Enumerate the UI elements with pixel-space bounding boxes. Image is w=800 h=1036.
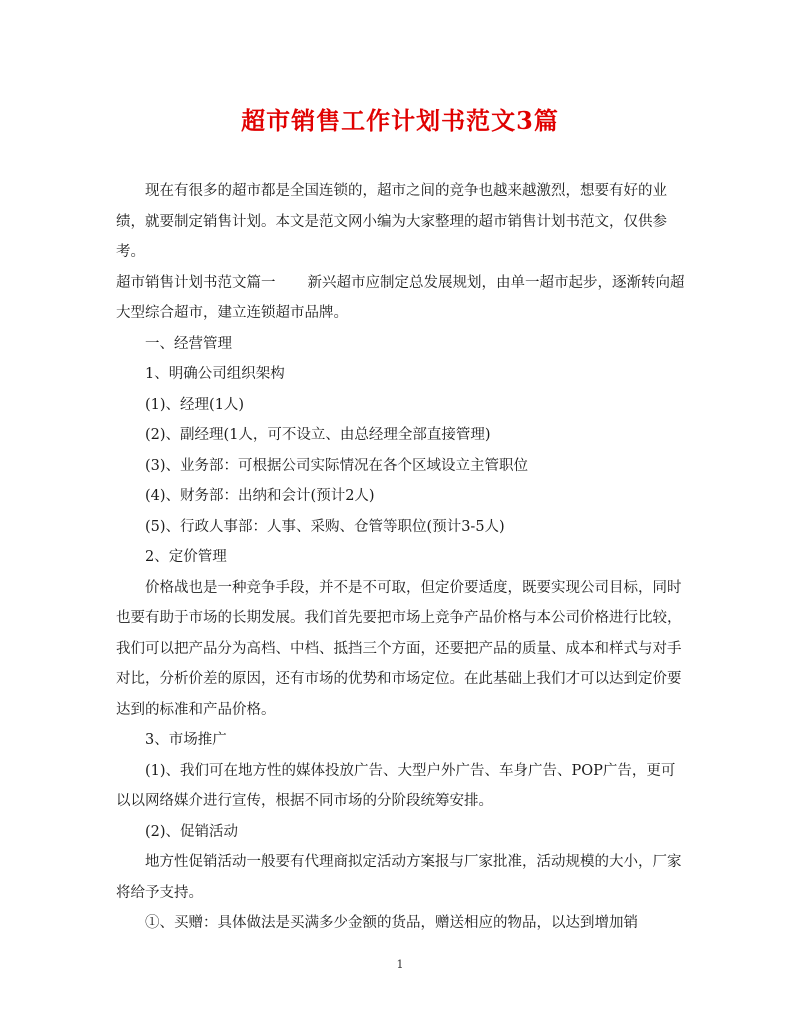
heading-marketing: 3、市场推广: [145, 732, 227, 748]
list-item: (4)、财务部：出纳和会计(预计2人): [145, 488, 375, 504]
list-item: (3)、业务部：可根据公司实际情况在各个区域设立主管职位: [145, 457, 529, 474]
buy-gift-paragraph: ①、买赠：具体做法是买满多少金额的货品，赠送相应的物品，以达到增加销: [145, 915, 638, 931]
page-number: 1: [396, 958, 404, 971]
section-text: 新兴超市应制定总发展规划，由单一超市起步，逐渐转向超大型综合超市，建立连锁超市品牌。: [116, 274, 685, 321]
heading-pricing: 2、定价管理: [145, 549, 227, 565]
list-item: (5)、行政人事部：人事、采购、仓管等职位(预计3-5人): [145, 518, 505, 535]
document-title: 超市销售工作计划书范文3篇: [241, 106, 559, 135]
advertising-paragraph: (1)、我们可在地方性的媒体投放广告、大型户外广告、车身广告、POP广告，更可以以网络媒介进行宣传，根据不同市场的分阶段统筹安排。: [116, 762, 676, 809]
heading-promotion: (2)、促销活动: [145, 823, 239, 840]
pricing-paragraph: 价格战也是一种竞争手段，并不是不可取，但定价要适度，既要实现公司目标，同时也要有助于市场的长期发展。我们首先要把市场上竞争产品价格与本公司价格进行比较，我们可以把产品分为高档、中档、抵挡三个方面，还要把产品的质量、成本和样式与对手对比，分析价差的原因，还有市场的优势和市场定位。在此基础上我们才可以达到定价要达到的标准和产品价格。: [116, 579, 682, 718]
list-item: (1)、经理(1人): [145, 396, 245, 413]
list-item: (2)、副经理(1人，可不设立、由总经理全部直接管理): [145, 427, 491, 443]
heading-operations: 一、经营管理: [145, 335, 232, 352]
heading-org-structure: 1、明确公司组织架构: [145, 366, 285, 382]
intro-paragraph: 现在有很多的超市都是全国连锁的，超市之间的竞争也越来越激烈，想要有好的业绩，就要制定销售计划。本文是范文网小编为大家整理的超市销售计划书范文，仅供参考。: [116, 183, 667, 260]
document-body: [116, 176, 686, 939]
promotion-paragraph: 地方性促销活动一般要有代理商拟定活动方案报与厂家批准，活动规模的大小，厂家将给予支持。: [116, 854, 682, 901]
section-paragraph: [116, 268, 686, 329]
section-heading: 超市销售计划书范文篇一: [116, 274, 276, 291]
